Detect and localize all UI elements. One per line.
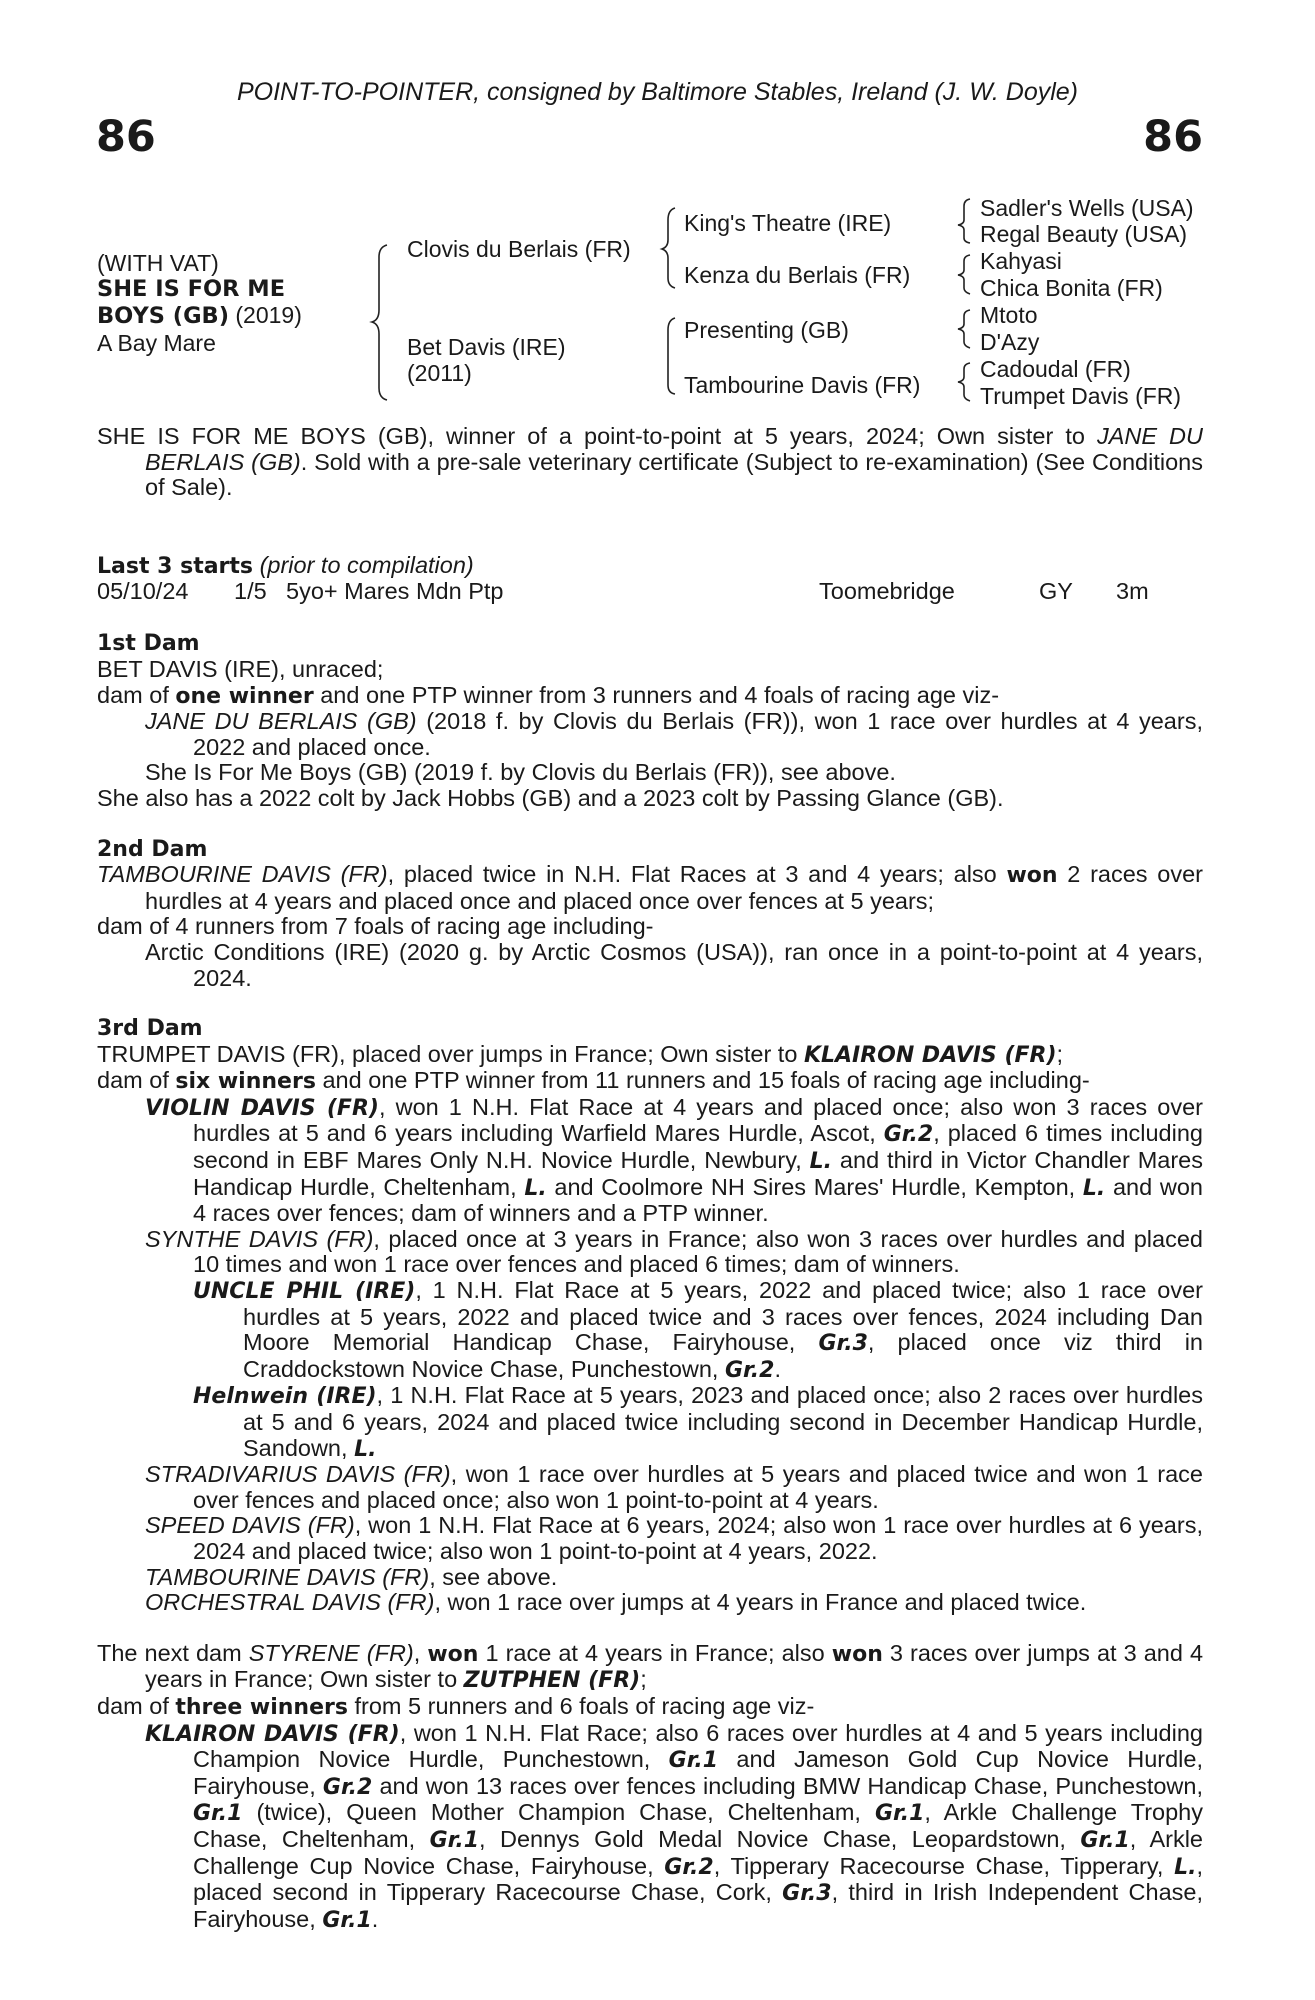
horse-description: A Bay Mare [97, 330, 216, 356]
second-dam-heading: 2nd Dam [97, 836, 208, 862]
orchestral-davis-entry: ORCHESTRAL DAVIS (FR), won 1 race over jumps at 4 years in France and placed twice. [145, 1589, 1087, 1616]
sire-dam-sire: Kahyasi [980, 248, 1062, 274]
dam-sire-dam: D'Azy [980, 329, 1040, 355]
race-course: Toomebridge [819, 578, 955, 605]
race-position: 1/5 [234, 578, 267, 605]
first-dam-heading: 1st Dam [97, 631, 200, 657]
consignment-header: POINT-TO-POINTER, consigned by Baltimore Stables, Ireland (J. W. Doyle) [236, 78, 1078, 106]
violin-davis-entry: VIOLIN DAVIS (FR), won 1 N.H. Flat Race at 4 years and placed once; also won 3 races over hurdles at 5 and 6 years including Warfield Mares Hurdle, Ascot, Gr.2, placed 6 times including second in EBF Mares Only N.H. Novice Hurdle, Newbury, L. and third in Victor Chandler Mares Handicap Hurdle, Cheltenham, L. and Coolmore NH Sires Mares' Hurdle, Kempton, L. and won 4 races over fences; dam of winners and a PTP winner. [145, 1093, 1204, 1227]
dam-year: (2011) [407, 360, 472, 386]
second-dam-line1: TAMBOURINE DAVIS (FR), placed twice in N.H. Flat Races at 3 and 4 years; also won 2 races over hurdles at 4 years and placed once and placed once over fences at 5 years; [97, 861, 1204, 914]
dam-dam-sire: Cadoudal (FR) [980, 356, 1131, 382]
dam: Bet Davis (IRE) [407, 334, 566, 360]
helnwein-entry: Helnwein (IRE), 1 N.H. Flat Race at 5 years, 2023 and placed once; also 2 races over hurdles at 5 and 6 years, 2024 and placed twice including second in December Handicap Hurdle, Sandown, L. [193, 1382, 1203, 1462]
last-starts-heading: Last 3 starts (prior to compilation) [97, 551, 474, 579]
intro-paragraph: SHE IS FOR ME BOYS (GB), winner of a point-to-point at 5 years, 2024; Own sister to JANE DU BERLAIS (GB). Sold with a pre-sale veterinary certificate (Subject to re-examination) (See Conditions of Sale). [97, 423, 1203, 501]
catalogue-body [97, 424, 1203, 1933]
dam-dam: Tambourine Davis (FR) [684, 372, 921, 398]
third-dam-line2: dam of six winners and one PTP winner from 11 runners and 15 foals of racing age including- [97, 1067, 1090, 1095]
first-dam-foal1: JANE DU BERLAIS (GB) (2018 f. by Clovis du Berlais (FR)), won 1 race over hurdles at 4 years, 2022 and placed once. [145, 708, 1203, 760]
third-dam-heading: 3rd Dam [97, 1016, 203, 1042]
sister-name: JANE DU BERLAIS (GB) [145, 423, 1203, 475]
race-name: 5yo+ Mares Mdn Ptp [286, 578, 504, 605]
tambourine-davis-entry: TAMBOURINE DAVIS (FR), see above. [145, 1563, 558, 1590]
dam-sire-sire: Mtoto [980, 302, 1038, 328]
race-date: 05/10/24 [97, 578, 189, 605]
speed-davis-entry: SPEED DAVIS (FR), won 1 N.H. Flat Race at 6 years, 2024; also won 1 race over hurdles at 6 years, 2024 and placed twice; also won 1 point-to-point at 4 years, 2022. [145, 1512, 1203, 1564]
sire-dam: Kenza du Berlais (FR) [684, 262, 911, 288]
lot-number-left: 86 [96, 112, 156, 162]
sire-dam-dam: Chica Bonita (FR) [980, 275, 1163, 301]
stradivarius-davis-entry: STRADIVARIUS DAVIS (FR), won 1 race over hurdles at 5 years and placed twice and won 1 race over fences and placed once; also won 1 point-to-point at 4 years. [145, 1461, 1203, 1513]
sire-sire-dam: Regal Beauty (USA) [980, 221, 1188, 247]
klairon-davis-entry: KLAIRON DAVIS (FR), won 1 N.H. Flat Race; also 6 races over hurdles at 4 and 5 years including Champion Novice Hurdle, Punchestown, Gr.1 and Jameson Gold Cup Novice Hurdle, Fairyhouse, Gr.2 and won 13 races over fences including BMW Handicap Chase, Punchestown, Gr.1 (twice), Queen Mother Champion Chase, Cheltenham, Gr.1, Arkle Challenge Trophy Chase, Cheltenham, Gr.1, Dennys Gold Medal Novice Chase, Leopardstown, Gr.1, Arkle Challenge Cup Novice Chase, Fairyhouse, Gr.2, Tipperary Racecourse Chase, Tipperary, L., placed second in Tipperary Racecourse Chase, Cork, Gr.3, third in Irish Independent Chase, Fairyhouse, Gr.1. [145, 1719, 1204, 1933]
race-record-row [97, 579, 1203, 605]
first-dam-line2: dam of one winner and one PTP winner from 3 runners and 4 foals of racing age viz- [97, 681, 1000, 709]
horse-name-line2: BOYS (GB) (2019) [97, 302, 302, 329]
first-dam-foal2: She Is For Me Boys (GB) (2019 f. by Clovis du Berlais (FR)), see above. [145, 759, 896, 786]
synthe-davis-entry: SYNTHE DAVIS (FR), placed once at 3 years in France; also won 3 races over hurdles and placed 10 times and won 1 race over fences and placed 6 times; dam of winners. [145, 1225, 1203, 1278]
next-dam-line1: The next dam STYRENE (FR), won 1 race at 4 years in France; also won 3 races over jumps at 3 and 4 years in France; Own sister to ZUTPHEN (FR); [97, 1639, 1204, 1694]
horse-name-line1: SHE IS FOR ME [97, 276, 286, 302]
vat-note: (WITH VAT) [97, 250, 219, 276]
first-dam-also: She also has a 2022 colt by Jack Hobbs (GB) and a 2023 colt by Passing Glance (GB). [97, 784, 1004, 811]
race-distance: 3m [1116, 578, 1149, 605]
sire-sire-sire: Sadler's Wells (USA) [980, 195, 1194, 221]
horse-year: (2019) [235, 302, 302, 328]
dam-sire: Presenting (GB) [684, 317, 849, 343]
first-dam-line1: BET DAVIS (IRE), unraced; [97, 655, 384, 682]
next-dam-line2: dam of three winners from 5 runners and 6 foals of racing age viz- [97, 1692, 815, 1720]
second-dam-line2: dam of 4 runners from 7 foals of racing age including- [97, 913, 654, 940]
third-dam-line1: TRUMPET DAVIS (FR), placed over jumps in France; Own sister to KLAIRON DAVIS (FR); [97, 1040, 1064, 1068]
second-dam-foal1: Arctic Conditions (IRE) (2020 g. by Arctic Cosmos (USA)), ran once in a point-to-point at 4 years, 2024. [145, 938, 1203, 991]
sire-sire: King's Theatre (IRE) [684, 210, 892, 236]
uncle-phil-entry: UNCLE PHIL (IRE), 1 N.H. Flat Race at 5 years, 2022 and placed twice; also 1 race over hurdles at 5 years, 2022 and placed twice and 3 races over fences, 2024 including Dan Moore Memorial Handicap Chase, Fairyhouse, Gr.3, placed once viz third in Craddockstown Novice Chase, Punchestown, Gr.2. [193, 1277, 1203, 1383]
lot-number-right: 86 [1143, 112, 1203, 162]
race-going: GY [1039, 578, 1073, 605]
sire: Clovis du Berlais (FR) [407, 236, 631, 262]
dam-dam-dam: Trumpet Davis (FR) [980, 383, 1182, 409]
